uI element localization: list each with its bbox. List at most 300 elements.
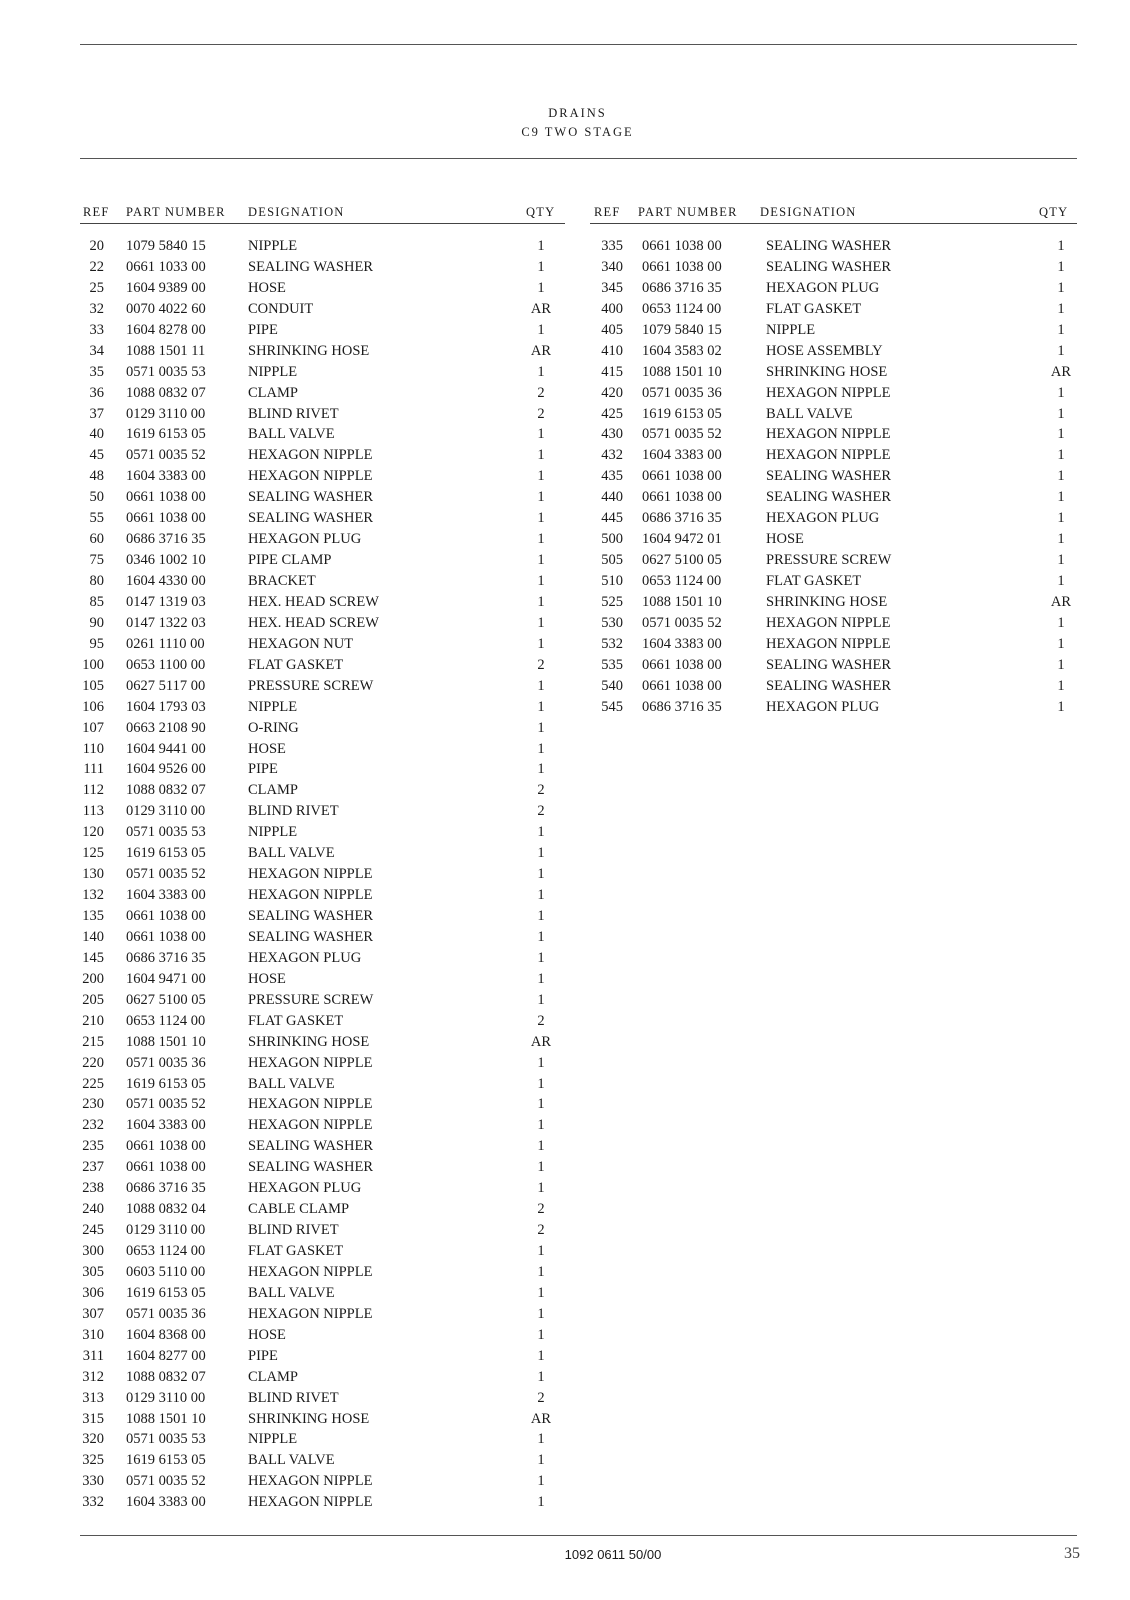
cell-qty: 1 [537,1243,545,1259]
cell-qty: 1 [537,1284,545,1301]
table-row [80,1157,565,1178]
table-row [80,529,565,550]
cell-qty: 1 [537,991,545,1008]
cell-part-number: 0686 3716 35 [126,531,206,548]
cell-part-number: 0627 5100 05 [642,552,722,569]
cell-part-number: 0663 2108 90 [126,719,206,736]
table-row [80,1450,565,1471]
table-row [590,341,1077,362]
cell-designation: HEX. HEAD SCREW [248,614,379,631]
cell-part-number: 1604 3383 00 [642,635,722,652]
cell-designation: HEXAGON NIPPLE [248,1494,373,1511]
cell-ref: 85 [89,593,104,610]
cell-ref: 410 [601,342,623,359]
cell-part-number: 1604 4330 00 [126,573,206,589]
cell-designation: FLAT GASKET [248,1012,344,1029]
cell-qty: 1 [1057,405,1065,422]
cell-qty: 1 [537,593,545,610]
cell-ref: 500 [601,531,623,548]
cell-designation: HEXAGON PLUG [248,949,362,966]
cell-part-number: 0661 1038 00 [642,258,722,275]
table-row [590,320,1077,341]
cell-qty: 1 [1057,342,1065,359]
cell-ref: 420 [601,384,623,401]
cell-part-number: 1604 8278 00 [126,321,206,338]
cell-qty: 1 [537,1263,545,1280]
cell-part-number: 1604 3383 00 [126,1494,206,1511]
cell-part-number: 0686 3716 35 [642,510,722,527]
table-row [590,592,1077,613]
table-row [80,822,565,843]
cell-part-number: 0129 3110 00 [126,1389,206,1406]
cell-designation: HEXAGON NIPPLE [248,447,373,464]
cell-qty: 1 [1057,656,1065,673]
cell-ref: 332 [82,1494,104,1511]
cell-ref: 345 [601,279,623,296]
cell-ref: 95 [89,635,104,652]
table-row [590,697,1077,718]
cell-ref: 50 [89,489,104,506]
cell-designation: HEXAGON NIPPLE [248,1263,373,1280]
cell-designation: SEALING WASHER [766,489,891,506]
cell-qty: 1 [537,970,545,987]
cell-designation: SEALING WASHER [766,677,891,694]
cell-part-number: 1604 9389 00 [126,279,206,296]
cell-qty: 1 [1057,384,1065,401]
table-row [80,1492,565,1513]
cell-qty: 1 [1057,614,1065,631]
cell-designation: PIPE [248,761,278,778]
cell-part-number: 1079 5840 15 [126,238,206,254]
cell-ref: 200 [82,970,104,987]
cell-ref: 90 [89,614,104,631]
cell-designation: HEXAGON NIPPLE [766,635,891,652]
column-header-designation: DESIGNATION [760,205,857,219]
header-divider [80,158,1077,159]
table-row [80,1011,565,1032]
cell-qty: 1 [1057,531,1065,548]
cell-ref: 125 [82,845,104,862]
table-row [590,571,1077,592]
cell-designation: HOSE [248,970,286,987]
cell-qty: AR [530,342,552,359]
cell-ref: 107 [82,719,104,736]
parts-table-left [80,202,565,1513]
table-row [590,676,1077,697]
cell-ref: 33 [89,321,104,338]
cell-qty: 1 [1057,258,1065,275]
cell-part-number: 1604 3383 00 [126,1117,206,1134]
table-body-left [80,236,565,1513]
cell-part-number: 1604 3383 00 [642,447,722,464]
cell-ref: 237 [82,1159,104,1176]
cell-qty: 1 [537,363,545,380]
cell-qty: 1 [537,614,545,631]
cell-designation: HEXAGON NIPPLE [766,614,891,631]
cell-ref: 425 [601,405,623,422]
cell-ref: 510 [601,573,623,589]
cell-qty: 1 [537,1096,545,1113]
cell-ref: 306 [82,1284,104,1301]
cell-part-number: 0661 1038 00 [126,1159,206,1176]
cell-part-number: 0686 3716 35 [642,698,722,715]
cell-designation: BRACKET [248,573,316,589]
cell-designation: HOSE [248,1326,286,1343]
cell-designation: HEXAGON NIPPLE [248,866,373,883]
cell-qty: 2 [537,384,545,401]
table-row [590,487,1077,508]
cell-designation: BALL VALVE [248,426,335,443]
table-row [590,508,1077,529]
cell-qty: 1 [537,949,545,966]
cell-designation: SEALING WASHER [248,258,373,275]
cell-qty: 2 [537,656,545,673]
cell-designation: BLIND RIVET [248,803,339,820]
cell-ref: 400 [601,300,623,317]
table-row [80,1199,565,1220]
cell-designation: HEXAGON NIPPLE [766,426,891,443]
cell-ref: 335 [601,238,623,254]
column-header-qty: QTY [526,205,556,219]
cell-designation: SEALING WASHER [766,468,891,485]
cell-designation: HEXAGON NIPPLE [766,447,891,464]
cell-ref: 235 [82,1138,104,1155]
table-row [80,1304,565,1325]
table-row [80,697,565,718]
cell-qty: 1 [537,1138,545,1155]
cell-designation: FLAT GASKET [766,300,862,317]
cell-part-number: 1619 6153 05 [126,845,206,862]
cell-ref: 100 [82,656,104,673]
document-code: 1092 0611 50/00 [564,1547,662,1562]
cell-qty: 2 [537,1201,545,1218]
cell-part-number: 0147 1322 03 [126,614,206,631]
cell-qty: 2 [537,803,545,820]
table-row [590,613,1077,634]
cell-designation: NIPPLE [766,321,816,338]
table-row [80,843,565,864]
cell-part-number: 1604 3383 00 [126,468,206,485]
column-header-part-number: PART NUMBER [126,205,226,219]
table-header-left [80,202,565,224]
cell-part-number: 0571 0035 52 [126,447,206,464]
cell-qty: 1 [537,447,545,464]
table-row [80,864,565,885]
cell-part-number: 0686 3716 35 [126,949,206,966]
table-row [590,529,1077,550]
cell-ref: 535 [601,656,623,673]
cell-qty: 1 [537,887,545,904]
table-row [80,1241,565,1262]
cell-part-number: 1088 1501 10 [642,593,722,610]
table-row [80,927,565,948]
cell-part-number: 0686 3716 35 [642,279,722,296]
table-row [80,948,565,969]
cell-part-number: 1619 6153 05 [126,1284,206,1301]
cell-qty: 1 [1057,426,1065,443]
cell-designation: NIPPLE [248,238,298,254]
cell-part-number: 0661 1033 00 [126,258,206,275]
cell-qty: 1 [537,321,545,338]
cell-qty: AR [530,1410,552,1427]
cell-designation: CABLE CLAMP [248,1201,350,1218]
table-row [590,445,1077,466]
cell-part-number: 0571 0035 52 [642,614,722,631]
table-row [80,508,565,529]
cell-ref: 440 [601,489,623,506]
cell-part-number: 1088 0832 04 [126,1201,206,1218]
cell-ref: 540 [601,677,623,694]
cell-designation: SEALING WASHER [248,1159,373,1176]
table-row [80,1115,565,1136]
table-row [80,969,565,990]
cell-designation: HOSE [248,279,286,296]
cell-ref: 25 [89,279,104,296]
cell-qty: AR [530,1033,552,1050]
table-row [80,257,565,278]
page-subtitle: C9 TWO STAGE [521,125,634,139]
page-title: DRAINS [548,106,607,120]
cell-designation: BALL VALVE [766,405,853,422]
cell-designation: BLIND RIVET [248,405,339,422]
cell-designation: SHRINKING HOSE [248,1033,370,1050]
cell-part-number: 0571 0035 36 [126,1054,206,1071]
cell-qty: 1 [537,531,545,548]
cell-designation: CONDUIT [248,300,314,317]
table-row [80,1325,565,1346]
cell-part-number: 1604 9472 01 [642,531,722,548]
cell-part-number: 0346 1002 10 [126,552,206,569]
table-row [80,613,565,634]
cell-qty: 1 [537,1494,545,1511]
cell-designation: O-RING [248,719,299,736]
table-row [80,759,565,780]
table-row [80,1409,565,1430]
table-row [80,1053,565,1074]
cell-part-number: 0070 4022 60 [126,300,206,317]
cell-designation: HEXAGON NIPPLE [766,384,891,401]
cell-qty: 2 [537,1222,545,1239]
cell-qty: 1 [1057,238,1065,254]
cell-designation: SEALING WASHER [248,1138,373,1155]
cell-qty: 1 [537,908,545,924]
cell-designation: SEALING WASHER [766,238,891,254]
table-row [590,424,1077,445]
table-row [80,550,565,571]
table-row [80,990,565,1011]
cell-qty: 1 [1057,468,1065,485]
table-row [80,424,565,445]
page-number: 35 [1064,1545,1080,1562]
cell-designation: SHRINKING HOSE [248,1410,370,1427]
cell-designation: HEXAGON NIPPLE [248,1473,373,1490]
cell-ref: 205 [82,991,104,1008]
cell-qty: 1 [537,1054,545,1071]
parts-table-right [590,202,1077,718]
table-row [80,236,565,257]
cell-designation: BLIND RIVET [248,1222,339,1239]
cell-part-number: 0661 1038 00 [642,468,722,485]
cell-part-number: 1088 0832 07 [126,782,206,799]
cell-part-number: 0661 1038 00 [126,489,206,506]
cell-ref: 435 [601,468,623,485]
cell-ref: 80 [89,573,104,589]
cell-designation: CLAMP [248,1368,298,1385]
cell-part-number: 0653 1124 00 [642,300,722,317]
cell-designation: BALL VALVE [248,1452,335,1469]
table-row [80,1262,565,1283]
table-row [80,634,565,655]
cell-ref: 106 [82,698,104,715]
cell-part-number: 1088 0832 07 [126,384,206,401]
cell-designation: NIPPLE [248,363,298,380]
cell-part-number: 0129 3110 00 [126,803,206,820]
cell-designation: BALL VALVE [248,1075,335,1092]
cell-designation: SHRINKING HOSE [248,342,370,359]
cell-ref: 34 [89,342,104,359]
cell-ref: 307 [82,1305,104,1322]
cell-designation: FLAT GASKET [766,573,862,589]
page-header [0,104,1130,142]
cell-part-number: 1604 9526 00 [126,761,206,778]
cell-designation: SEALING WASHER [766,656,891,673]
cell-ref: 300 [82,1243,104,1259]
cell-qty: 1 [1057,447,1065,464]
cell-designation: PRESSURE SCREW [766,552,892,569]
cell-qty: 1 [1057,677,1065,694]
cell-qty: 1 [1057,698,1065,715]
cell-qty: 2 [537,782,545,799]
table-row [80,278,565,299]
cell-ref: 415 [601,363,623,380]
cell-ref: 325 [82,1452,104,1469]
table-row [590,236,1077,257]
cell-part-number: 1604 8277 00 [126,1347,206,1364]
cell-ref: 112 [82,782,104,799]
cell-ref: 60 [89,531,104,548]
cell-qty: 1 [537,1075,545,1092]
cell-designation: HOSE [248,740,286,757]
cell-qty: 1 [537,1305,545,1322]
cell-designation: SHRINKING HOSE [766,363,888,380]
cell-qty: 1 [537,845,545,862]
cell-qty: 1 [537,698,545,715]
table-row [80,801,565,822]
cell-ref: 132 [82,887,104,904]
cell-ref: 311 [82,1347,104,1364]
cell-designation: SEALING WASHER [766,258,891,275]
column-header-designation: DESIGNATION [248,205,345,219]
cell-part-number: 0147 1319 03 [126,593,206,610]
cell-ref: 130 [82,866,104,883]
cell-ref: 35 [89,363,104,380]
cell-designation: NIPPLE [248,824,298,841]
cell-qty: 1 [537,573,545,589]
cell-qty: AR [1050,593,1072,610]
cell-qty: 1 [537,740,545,757]
cell-ref: 220 [82,1054,104,1071]
cell-qty: 1 [537,1452,545,1469]
table-row [80,655,565,676]
cell-designation: SHRINKING HOSE [766,593,888,610]
cell-part-number: 1088 1501 10 [126,1410,206,1427]
cell-designation: SEALING WASHER [248,510,373,527]
cell-ref: 55 [89,510,104,527]
cell-part-number: 1604 9471 00 [126,970,206,987]
cell-part-number: 1619 6153 05 [126,1075,206,1092]
table-row [80,1283,565,1304]
cell-ref: 37 [89,405,104,422]
cell-qty: 1 [537,1180,545,1197]
cell-part-number: 0653 1100 00 [126,656,206,673]
table-row [80,1388,565,1409]
cell-part-number: 0571 0035 52 [126,866,206,883]
cell-ref: 45 [89,447,104,464]
table-row [80,592,565,613]
table-row [80,341,565,362]
cell-designation: HEXAGON NIPPLE [248,468,373,485]
table-row [590,257,1077,278]
cell-ref: 110 [82,740,104,757]
cell-designation: SEALING WASHER [248,928,373,945]
cell-ref: 111 [83,761,104,778]
cell-designation: HEXAGON NIPPLE [248,1117,373,1134]
table-row [590,362,1077,383]
cell-ref: 330 [82,1473,104,1490]
cell-part-number: 0261 1110 00 [126,635,205,652]
cell-qty: 1 [1057,510,1065,527]
cell-ref: 432 [601,447,623,464]
cell-part-number: 1604 3583 02 [642,342,722,359]
cell-ref: 315 [82,1410,104,1427]
cell-designation: HOSE ASSEMBLY [766,342,883,359]
cell-designation: PIPE CLAMP [248,552,332,569]
cell-ref: 140 [82,928,104,945]
table-row [80,445,565,466]
cell-part-number: 1619 6153 05 [126,1452,206,1469]
cell-ref: 530 [601,614,623,631]
table-row [80,383,565,404]
cell-ref: 20 [89,238,104,254]
cell-qty: 1 [1057,300,1065,317]
cell-ref: 313 [82,1389,104,1406]
cell-ref: 225 [82,1075,104,1092]
cell-qty: 1 [537,510,545,527]
table-row [80,906,565,927]
cell-ref: 40 [89,426,104,443]
cell-ref: 32 [89,300,104,317]
table-row [80,1367,565,1388]
column-header-ref: REF [594,205,621,219]
table-row [80,1471,565,1492]
cell-ref: 135 [82,908,104,924]
table-row [590,383,1077,404]
cell-part-number: 0661 1038 00 [126,1138,206,1155]
cell-designation: CLAMP [248,782,298,799]
cell-designation: HEX. HEAD SCREW [248,593,379,610]
table-row [590,655,1077,676]
cell-designation: HEXAGON PLUG [248,531,362,548]
cell-part-number: 0571 0035 53 [126,363,206,380]
cell-qty: 1 [537,824,545,841]
cell-part-number: 0686 3716 35 [126,1180,206,1197]
cell-qty: 1 [537,489,545,506]
table-row [80,780,565,801]
cell-part-number: 1604 9441 00 [126,740,206,757]
table-row [80,404,565,425]
cell-part-number: 1088 1501 11 [126,342,206,359]
cell-qty: 1 [1057,552,1065,569]
